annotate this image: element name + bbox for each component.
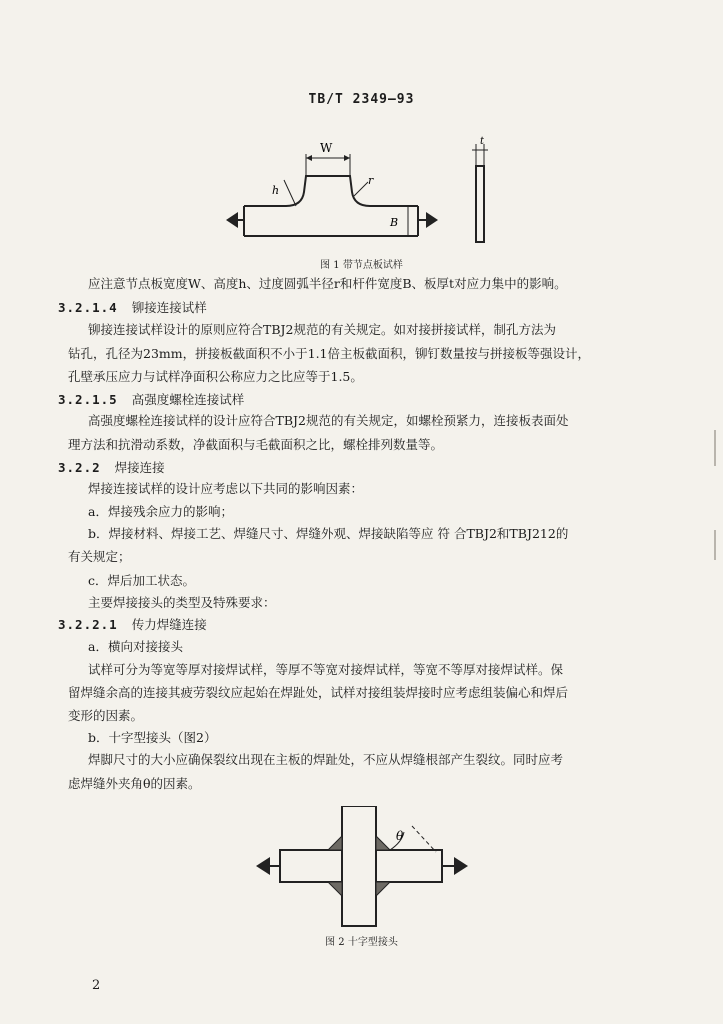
figure-2-cruciform-joint [242,806,482,930]
section-heading-3-2-2-1 [58,617,207,633]
paragraph-welded-intro: 焊接连接试样的设计应考虑以下共同的影响因素： [88,481,364,496]
paragraph-bolted-2: 理方法和抗滑动系数，净截面积与毛截面积之比，螺栓排列数量等。 [68,437,444,452]
paragraph-stress-concentration: 应注意节点板宽度W、高度h、过度圆弧半径r和杆件宽度B、板厚t对应力集中的影响。 [88,276,567,291]
figure-2-caption: 图 2 十字型接头 [325,937,398,948]
section-title: 铆接连接试样 [131,300,207,315]
dim-w-label: W [320,141,333,155]
paragraph-butt-3: 变形的因素。 [68,708,144,723]
list-item-b-cont: 有关规定； [68,549,131,564]
scan-edge-mark [714,430,716,466]
paragraph-butt-2: 留焊缝余高的连接其疲劳裂纹应起始在焊趾处，试样对接组装焊接时应考虑组装偏心和焊后 [68,685,569,700]
section-number: 3.2.1.4 [58,300,118,315]
paragraph-riveted-3: 孔壁承压应力与试样净面积公称应力之比应等于1.5。 [68,369,363,384]
dim-b-label: B [390,216,399,229]
paragraph-riveted-2: 钻孔，孔径为23mm，拼接板截面积不小于1.1倍主板截面积，铆钉数量按与拼接板等强设计， [68,346,590,361]
section-title: 高强度螺栓连接试样 [131,392,245,407]
list-item-a: a．焊接残余应力的影响； [88,504,233,519]
section-title: 传力焊缝连接 [131,617,207,632]
paragraph-joint-types: 主要焊接接头的类型及特殊要求： [88,595,276,610]
figure-1-caption: 图 1 带节点板试样 [320,260,403,271]
paragraph-butt-1: 试样可分为等宽等厚对接焊试样，等厚不等宽对接焊试样，等宽不等厚对接焊试样。保 [88,662,564,677]
section-number: 3.2.2 [58,460,101,475]
section-heading-3-2-1-4 [58,300,207,316]
paragraph-cruciform-1: 焊脚尺寸的大小应确保裂纹出现在主板的焊趾处，不应从焊缝根部产生裂纹。同时应考 [88,752,564,767]
section-title: 焊接连接 [114,460,165,475]
paragraph-bolted-1: 高强度螺栓连接试样的设计应符合TBJ2规范的有关规定，如螺栓预紧力，连接板表面处 [88,413,569,428]
list-item-cruciform: b．十字型接头（图2） [88,730,217,745]
page-number: 2 [92,978,101,993]
list-item-c: c．焊后加工状态。 [88,573,196,588]
dim-r-label: r [368,174,374,187]
paragraph-riveted-1: 铆接连接试样设计的原则应符合TBJ2规范的有关规定。如对接拼接试样，制孔方法为 [88,322,556,337]
dim-h-label: h [272,184,280,197]
list-item-b: b．焊接材料、焊接工艺、焊缝尺寸、焊缝外观、焊接缺陷等应 符 合TBJ2和TBJ212的 [88,526,569,541]
paragraph-cruciform-2: 虑焊缝外夹角θ的因素。 [68,776,201,791]
section-heading-3-2-2 [58,460,165,476]
section-number: 3.2.2.1 [58,617,118,632]
theta-label: θ [396,829,404,843]
figure-1-gusset-specimen [222,136,502,248]
section-heading-3-2-1-5 [58,392,244,408]
section-number: 3.2.1.5 [58,392,118,407]
standard-header: TB/T 2349—93 [308,92,415,107]
list-item-transverse-butt: a．横向对接接头 [88,639,183,654]
scan-edge-mark [714,530,716,560]
dim-t-label: t [480,136,485,147]
